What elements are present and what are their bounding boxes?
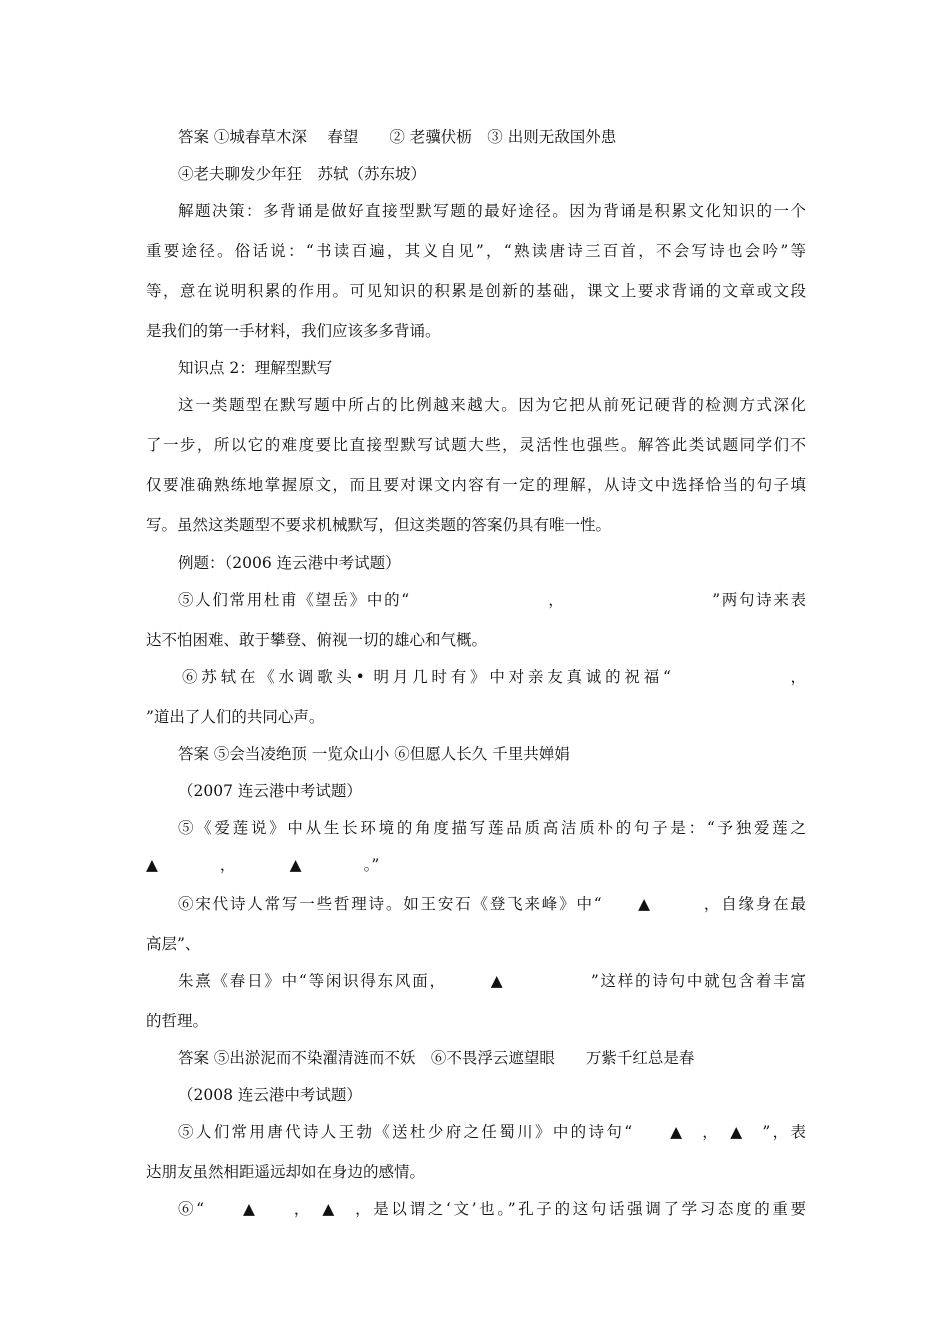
question-line: ⑤《爱莲说》中从生长环境的角度描写莲品质高洁质朴的句子是：“予独爱莲之 xyxy=(178,819,806,837)
example-heading: 例题：（2006 连云港中考试题） xyxy=(178,554,401,572)
section-heading: 知识点 2：理解型默写 xyxy=(178,359,333,377)
paragraph-line: 了一步，所以它的难度要比直接型默写试题大些，灵活性也强些。解答此类试题同学们不 xyxy=(146,436,806,454)
question-line: ⑥苏轼在《水调歌头• 明月几时有》中对亲友真诚的祝福“ ， xyxy=(182,668,806,686)
paragraph-line: 写。虽然这类题型不要求机械默写，但这类题的答案仍具有唯一性。 xyxy=(146,516,612,534)
answer-line-1: 答案 ①城春草木深 春望 ② 老骥伏枥 ③ 出则无敌国外患 xyxy=(178,128,617,146)
paragraph-line: 解题决策：多背诵是做好直接型默写题的最好途径。因为背诵是积累文化知识的一个 xyxy=(178,202,806,220)
paragraph-line: 是我们的第一手材料，我们应该多多背诵。 xyxy=(146,322,441,340)
paragraph-line: 重要途径。俗话说：“书读百遍，其义自见”，“熟读唐诗三百首，不会写诗也会吟”等 xyxy=(146,242,806,260)
paragraph-line: 这一类题型在默写题中所占的比例越来越大。因为它把从前死记硬背的检测方式深化 xyxy=(178,396,806,414)
question-line: 达朋友虽然相距遥远却如在身边的感情。 xyxy=(146,1163,426,1181)
question-line: 的哲理。 xyxy=(146,1012,209,1030)
answer-line-2: ④老夫聊发少年狂 苏轼（苏东坡） xyxy=(178,165,427,183)
exam-source: （2008 连云港中考试题） xyxy=(178,1086,362,1104)
question-line: ⑤人们常用杜甫《望岳》中的“ ， ”两句诗来表 xyxy=(178,591,806,609)
paragraph-line: 仅要准确熟练地掌握原文，而且要对课文内容有一定的理解，从诗文中选择恰当的句子填 xyxy=(146,476,806,494)
question-line: ⑤人们常用唐代诗人王勃《送杜少府之任蜀川》中的诗句“ ▲ ， ▲ ”，表 xyxy=(178,1123,806,1141)
question-line: ▲ ， ▲ 。” xyxy=(146,856,380,874)
question-line: ⑥宋代诗人常写一些哲理诗。如王安石《登飞来峰》中“ ▲ ，自缘身在最 xyxy=(178,895,806,913)
question-line: 朱熹《春日》中“等闲识得东风面， ▲ ”这样的诗句中就包含着丰富 xyxy=(178,972,806,990)
paragraph-line: 等，意在说明积累的作用。可见知识的积累是创新的基础，课文上要求背诵的文章或文段 xyxy=(146,282,806,300)
question-line: 达不怕困难、敢于攀登、俯视一切的雄心和气概。 xyxy=(146,631,488,649)
answer-line: 答案 ⑤会当凌绝顶 一览众山小 ⑥但愿人长久 千里共婵娟 xyxy=(178,745,570,763)
question-line: 高层”、 xyxy=(146,935,201,953)
exam-source: （2007 连云港中考试题） xyxy=(178,782,362,800)
question-line: ⑥“ ▲ ， ▲ ，是以谓之‘文’也。”孔子的这句话强调了学习态度的重要 xyxy=(178,1200,806,1218)
question-line: ”道出了人们的共同心声。 xyxy=(146,708,325,726)
answer-line: 答案 ⑤出淤泥而不染濯清涟而不妖 ⑥不畏浮云遮望眼 万紫千红总是春 xyxy=(178,1049,695,1067)
